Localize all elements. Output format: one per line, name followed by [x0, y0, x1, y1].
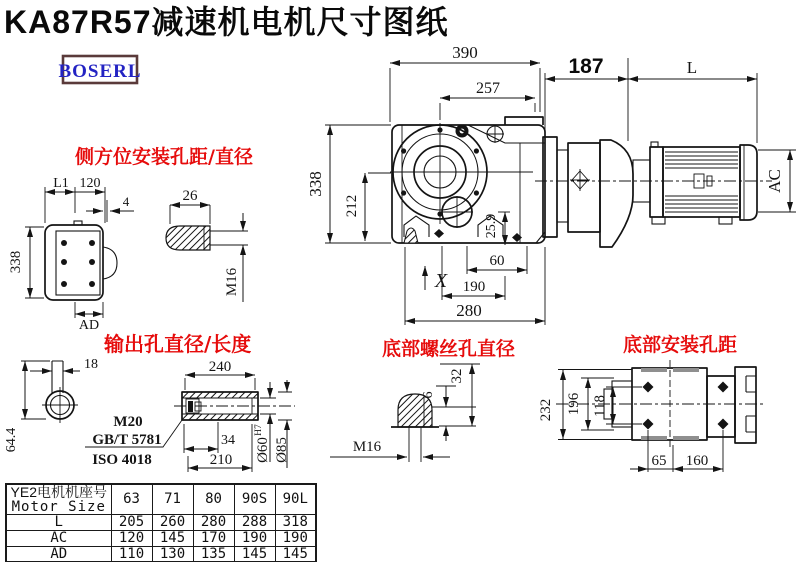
dim-motor-length: L [686, 58, 698, 77]
table-cell: 120 [111, 531, 152, 547]
section-label-side-mount: 侧方位安装孔距/直径 [75, 146, 253, 168]
table-cell: 260 [152, 515, 193, 531]
base-hole-icon [512, 233, 522, 242]
table-header-cn: YE2电机机座号 [10, 484, 107, 500]
adapter-bolt-icon [570, 169, 590, 191]
dim-bottom-pitch-l: 160 [685, 453, 709, 469]
dim-adapter-length: 187 [568, 55, 604, 78]
base-hole-icon [434, 229, 444, 238]
table-col-header: 80 [193, 484, 234, 515]
table-cell: 190 [234, 531, 275, 547]
fan-cowl [740, 145, 757, 220]
table-cell: 205 [111, 515, 152, 531]
table-row-AD [6, 546, 316, 562]
table-cell: 145 [152, 531, 193, 547]
table-cell: 280 [193, 515, 234, 531]
motor-size-table [5, 483, 317, 562]
dim-l1: L1 [53, 176, 69, 191]
dim-x-marker: X [434, 270, 448, 292]
table-cell: 318 [275, 515, 316, 531]
dim-shaft-length: 240 [208, 359, 232, 375]
table-header-motor-size [6, 484, 111, 515]
mount-hole-icon [718, 382, 729, 393]
section-label-bottom-mount: 底部安装孔距 [623, 334, 738, 356]
dim-hole-pitch: 190 [462, 279, 486, 295]
dim-hub-diameter: Ø85 [274, 437, 290, 463]
drain-hole [441, 196, 473, 228]
table-col-header: 63 [111, 484, 152, 515]
dim-bolt-thread: M16 [224, 267, 240, 297]
front-view-dims [306, 43, 545, 325]
dim-bore-length: 210 [209, 452, 233, 468]
table-cell: 110 [111, 546, 152, 562]
table-col-header: 90S [234, 484, 275, 515]
mount-hole-icon [718, 419, 729, 430]
bottom-mount-view [556, 360, 764, 448]
table-row-L [6, 515, 316, 531]
dim-bore-fit: H7 [254, 424, 264, 436]
table-row-label: AC [6, 531, 111, 547]
motor-view-dims [545, 55, 796, 212]
dim-screw-thread: M16 [352, 439, 382, 455]
dim-screw-depth: 32 [449, 368, 465, 384]
bottom-mount-dims [538, 370, 723, 473]
page-title: KA87R57减速机电机尺寸图纸 [4, 4, 449, 40]
section-label-output-hole: 输出孔直径/长度 [104, 332, 252, 356]
logo-text: BOSERL [58, 61, 142, 82]
top-bolt-icon [486, 125, 504, 143]
dim-bottom-total: 232 [538, 398, 554, 422]
side-bolt-detail [166, 188, 248, 302]
dim-bolt-head: 26 [182, 188, 198, 204]
table-row-label: AD [6, 546, 111, 562]
dim-front-height: 338 [306, 171, 325, 197]
foot-anchor-icon [404, 228, 418, 243]
table-row-AC [6, 531, 316, 547]
mount-hole-icon [643, 419, 654, 430]
note-bolt: M20 [113, 414, 143, 430]
motor-fins [665, 152, 738, 212]
motor-view [535, 137, 772, 247]
bottom-screw-view [330, 364, 480, 462]
dim-side-pitch: 120 [79, 176, 101, 191]
dim-ad: AD [78, 318, 100, 333]
section-label-bottom-screw: 底部螺丝孔直径 [382, 338, 516, 360]
output-shaft-view [85, 359, 295, 472]
table-header-row [6, 484, 316, 515]
dim-motor-diameter: AC [765, 169, 784, 193]
table-cell: 135 [193, 546, 234, 562]
table-cell: 170 [193, 531, 234, 547]
dim-bottom-edge: 65 [651, 453, 667, 469]
note-std-gb: GB/T 5781 [92, 432, 162, 448]
table-cell: 288 [234, 515, 275, 531]
dim-bolt-depth: 34 [221, 433, 235, 448]
output-flange [390, 123, 533, 224]
dim-side-offset: 4 [122, 194, 130, 209]
dim-front-height-inner: 212 [344, 194, 360, 218]
dim-bottom-pitch-w: 118 [592, 395, 608, 417]
dim-side-height: 338 [8, 250, 24, 274]
dim-front-width: 390 [452, 43, 478, 62]
table-cell: 145 [234, 546, 275, 562]
table-header-en: Motor Size [11, 498, 106, 515]
dim-front-width-inner: 257 [476, 80, 500, 97]
side-mount-view [45, 221, 117, 300]
dim-base-width: 280 [456, 301, 482, 320]
table-col-header: 90L [275, 484, 316, 515]
table-cell: 190 [275, 531, 316, 547]
dim-screw-proj: 6 [421, 391, 436, 399]
dim-base-offset: 25.9 [484, 213, 499, 239]
output-end-view [4, 357, 98, 452]
dim-bottom-width: 196 [566, 392, 582, 416]
table-cell: 130 [152, 546, 193, 562]
bolt-head-icon [166, 226, 210, 250]
mount-hole-icon [643, 382, 654, 393]
table-col-header: 71 [152, 484, 193, 515]
dim-hole-span: 60 [489, 253, 505, 269]
logo [58, 56, 141, 83]
front-view [390, 117, 545, 243]
note-std-iso: ISO 4018 [92, 452, 152, 468]
table-cell: 145 [275, 546, 316, 562]
table-row-label: L [6, 515, 111, 531]
dim-bore-diameter: Ø60 [255, 437, 271, 463]
dim-hub-depth: 64.4 [4, 427, 19, 453]
dim-key-width: 18 [84, 357, 98, 372]
